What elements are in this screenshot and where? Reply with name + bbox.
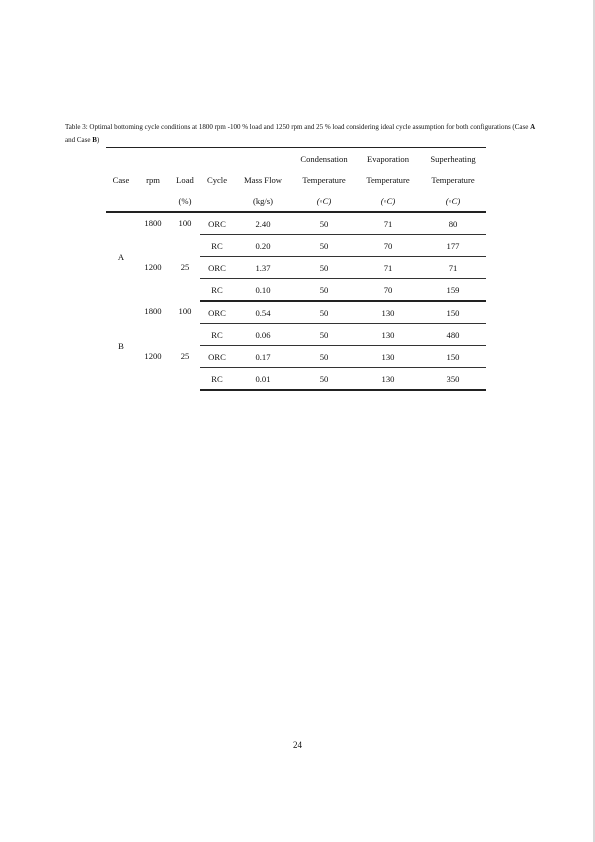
table-body-case-b (106, 301, 486, 390)
header-rpm: rpm (146, 174, 160, 185)
mass-flow-cell: 0.06 (234, 324, 292, 346)
header-evaporation-unit (356, 190, 420, 212)
header-cell (136, 190, 170, 212)
rpm-cell: 1800 (144, 306, 162, 316)
condensation-cell: 50 (292, 235, 356, 257)
load-cell: 100 (178, 306, 192, 316)
superheating-cell: 150 (420, 301, 486, 324)
cycle-cell: RC (200, 368, 234, 391)
condensation-cell: 50 (292, 301, 356, 324)
temp-unit: (◦C) (380, 195, 396, 206)
mass-flow-cell: 2.40 (234, 212, 292, 235)
cycle-conditions-table (106, 147, 486, 391)
caption-text-middle: and Case (65, 136, 93, 144)
evaporation-cell: 130 (356, 301, 420, 324)
condensation-cell: 50 (292, 257, 356, 279)
superheating-cell: 159 (420, 279, 486, 302)
header-cell (234, 148, 292, 170)
header-evaporation-temperature: Temperature (366, 174, 410, 185)
temp-unit: (◦C) (316, 195, 332, 206)
mass-flow-cell: 0.54 (234, 301, 292, 324)
superheating-cell: 480 (420, 324, 486, 346)
table-row (106, 346, 486, 368)
mass-flow-cell: 1.37 (234, 257, 292, 279)
superheating-cell: 177 (420, 235, 486, 257)
header-load: Load (176, 174, 194, 185)
table-row (106, 257, 486, 279)
caption-text: Table 3: Optimal bottoming cycle conditions at 1800 rpm -100 % load and 1250 rpm and 25 % load considering ideal cycle assumption for both configurations (Case (65, 123, 531, 131)
mass-flow-cell: 0.10 (234, 279, 292, 302)
condensation-cell: 50 (292, 368, 356, 391)
evaporation-cell: 130 (356, 324, 420, 346)
caption-case-a: A (530, 123, 536, 131)
superheating-cell: 80 (420, 212, 486, 235)
header-case: Case (112, 174, 130, 185)
table-body-case-a (106, 212, 486, 301)
cycle-cell: ORC (200, 301, 234, 324)
caption-text-suffix: ) (96, 136, 100, 144)
header-cell (106, 190, 136, 212)
load-cell: 25 (180, 350, 190, 361)
header-cycle: Cycle (206, 174, 228, 185)
header-mass-flow-unit: (kg/s) (234, 190, 292, 212)
page-number: 24 (293, 740, 302, 750)
evaporation-cell: 71 (356, 212, 420, 235)
header-superheating: Superheating (420, 148, 486, 170)
cycle-cell: RC (200, 279, 234, 302)
cycle-cell: RC (200, 235, 234, 257)
header-cell (200, 148, 234, 170)
rpm-cell: 1800 (144, 218, 162, 228)
cycle-cell: ORC (200, 212, 234, 235)
condensation-cell: 50 (292, 212, 356, 235)
evaporation-cell: 130 (356, 346, 420, 368)
mass-flow-cell: 0.01 (234, 368, 292, 391)
header-evaporation: Evaporation (356, 148, 420, 170)
header-superheating-unit (420, 190, 486, 212)
header-cell (136, 148, 170, 170)
condensation-cell: 50 (292, 279, 356, 302)
temp-unit: (◦C) (445, 195, 461, 206)
table-row (106, 212, 486, 235)
rpm-cell: 1200 (144, 350, 162, 361)
cycle-cell: RC (200, 324, 234, 346)
header-mass-flow: Mass Flow (244, 174, 282, 185)
evaporation-cell: 71 (356, 257, 420, 279)
case-label: A (117, 252, 125, 262)
evaporation-cell: 130 (356, 368, 420, 391)
header-cell (170, 148, 200, 170)
mass-flow-cell: 0.17 (234, 346, 292, 368)
cycle-cell: ORC (200, 257, 234, 279)
caption-case-b: B (92, 136, 97, 144)
superheating-cell: 150 (420, 346, 486, 368)
header-cell (200, 190, 234, 212)
condensation-cell: 50 (292, 346, 356, 368)
case-label: B (118, 340, 124, 351)
header-load-unit: (%) (170, 190, 200, 212)
header-superheating-temperature: Temperature (431, 174, 475, 185)
header-condensation: Condensation (292, 148, 356, 170)
superheating-cell: 350 (420, 368, 486, 391)
load-cell: 25 (180, 261, 190, 272)
mass-flow-cell: 0.20 (234, 235, 292, 257)
cycle-cell: ORC (200, 346, 234, 368)
evaporation-cell: 70 (356, 279, 420, 302)
header-condensation-temperature: Temperature (302, 174, 346, 185)
header-condensation-unit (292, 190, 356, 212)
evaporation-cell: 70 (356, 235, 420, 257)
load-cell: 100 (178, 218, 192, 228)
table-caption (65, 121, 545, 147)
header-cell (106, 148, 136, 170)
table-row (106, 301, 486, 324)
condensation-cell: 50 (292, 324, 356, 346)
superheating-cell: 71 (420, 257, 486, 279)
rpm-cell: 1200 (144, 261, 162, 272)
